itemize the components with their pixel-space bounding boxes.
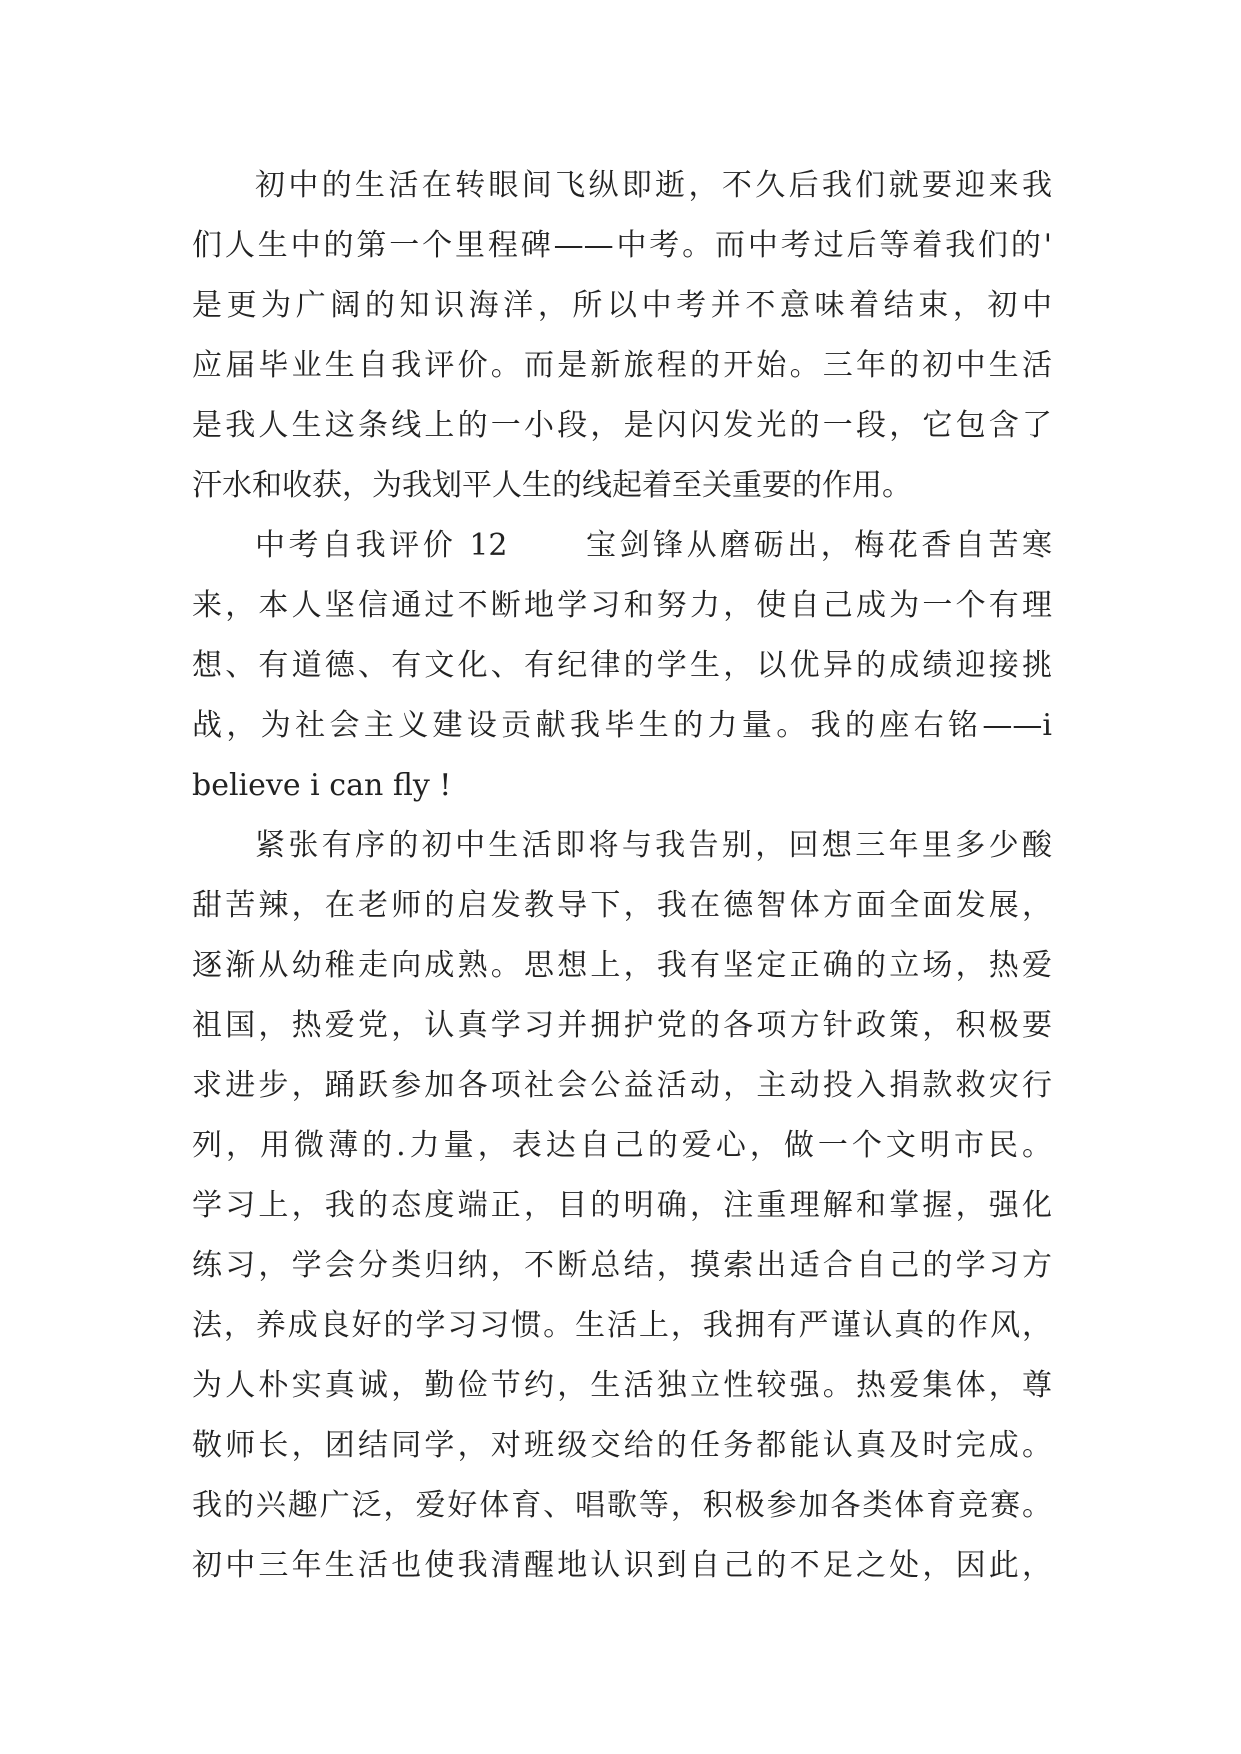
text-line: 们人生中的第一个里程碑——中考。而中考过后等着我们的' bbox=[192, 228, 1052, 263]
text-line: 法，养成良好的学习习惯。生活上，我拥有严谨认真的作风， bbox=[192, 1308, 1052, 1343]
text-line: 是我人生这条线上的一小段，是闪闪发光的一段，它包含了 bbox=[192, 408, 1052, 443]
text-line: 敬师长，团结同学，对班级交给的任务都能认真及时完成。 bbox=[192, 1428, 1052, 1463]
text-line: 学习上，我的态度端正，目的明确，注重理解和掌握，强化 bbox=[192, 1188, 1052, 1223]
text-line: 汗水和收获，为我划平人生的线起着至关重要的作用。 bbox=[192, 468, 912, 503]
text-line: 我的兴趣广泛，爱好体育、唱歌等，积极参加各类体育竞赛。 bbox=[192, 1488, 1052, 1523]
text-line: 初中的生活在转眼间飞纵即逝，不久后我们就要迎来我 bbox=[255, 168, 1052, 203]
text-line: 想、有道德、有文化、有纪律的学生，以优异的成绩迎接挑 bbox=[192, 648, 1052, 683]
text-line: 紧张有序的初中生活即将与我告别，回想三年里多少酸 bbox=[255, 828, 1052, 863]
text-line: 祖国，热爱党，认真学习并拥护党的各项方针政策，积极要 bbox=[192, 1008, 1052, 1043]
text-line: 是更为广阔的知识海洋，所以中考并不意味着结束，初中 bbox=[192, 288, 1052, 323]
text-line: 逐渐从幼稚走向成熟。思想上，我有坚定正确的立场，热爱 bbox=[192, 948, 1052, 983]
text-line: believe i can fly ! bbox=[192, 768, 452, 803]
text-line: 战，为社会主义建设贡献我毕生的力量。我的座右铭——i bbox=[192, 708, 1052, 743]
text-line: 求进步，踊跃参加各项社会公益活动，主动投入捐款救灾行 bbox=[192, 1068, 1052, 1103]
text-line: 甜苦辣，在老师的启发教导下，我在德智体方面全面发展， bbox=[192, 888, 1052, 923]
text-line: 应届毕业生自我评价。而是新旅程的开始。三年的初中生活 bbox=[192, 348, 1052, 383]
text-line: 来，本人坚信通过不断地学习和努力，使自己成为一个有理 bbox=[192, 588, 1052, 623]
text-line: 练习，学会分类归纳，不断总结，摸索出适合自己的学习方 bbox=[192, 1248, 1052, 1283]
text-line: 为人朴实真诚，勤俭节约，生活独立性较强。热爱集体，尊 bbox=[192, 1368, 1052, 1403]
text-line: 初中三年生活也使我清醒地认识到自己的不足之处，因此， bbox=[192, 1548, 1052, 1583]
text-line: 列，用微薄的.力量，表达自己的爱心，做一个文明市民。 bbox=[192, 1128, 1052, 1163]
text-line: 中考自我评价 12 宝剑锋从磨砺出，梅花香自苦寒 bbox=[255, 528, 1052, 563]
